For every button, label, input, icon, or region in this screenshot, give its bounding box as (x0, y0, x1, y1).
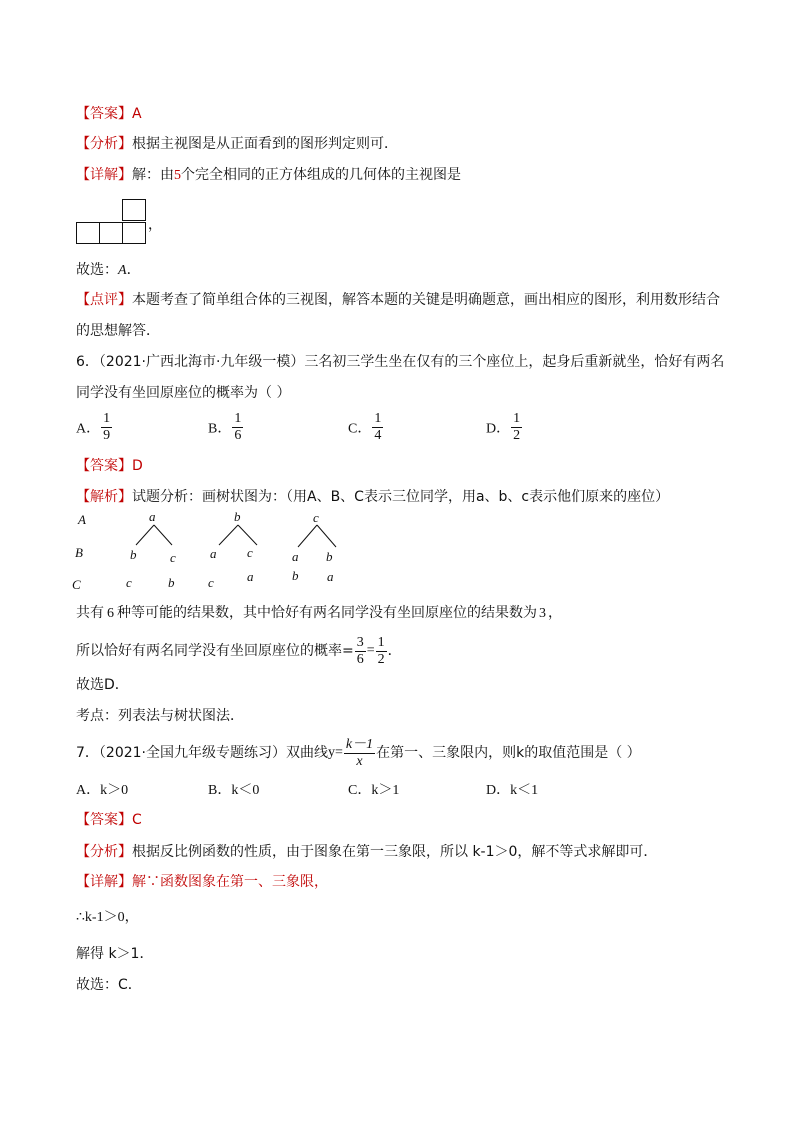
option-text: k＞0 (100, 783, 129, 798)
question-stem: 6．（2021·广西北海市·九年级一模）三名初三学生坐在仅有的三个座位上，起身后重新就坐，恰好有两名 (76, 354, 725, 370)
fraction-denominator: 6 (356, 651, 364, 667)
figure-comma: ， (148, 217, 162, 233)
fraction-denominator: 2 (513, 428, 521, 443)
tree-node: a (292, 549, 299, 564)
choice-letter: A (118, 263, 127, 278)
answer-value: C (132, 812, 142, 828)
tree-node: b (130, 547, 137, 562)
solution-tag: 【解析】 (76, 489, 132, 505)
tree-node: c (247, 545, 253, 560)
function-fraction (344, 737, 375, 770)
probability-fraction-simplified (376, 635, 387, 668)
fraction-numerator: 1 (234, 411, 242, 426)
function-y: y= (328, 745, 343, 760)
q7-answer-line (76, 810, 142, 830)
result-end: ， (548, 605, 562, 621)
fraction-denominator: 2 (377, 651, 385, 667)
result-mid: 种等可能的结果数，其中恰好有两名同学没有坐回原座位的结果数为 (117, 605, 537, 621)
result-count: 3 (539, 606, 546, 621)
fraction-denominator: 6 (234, 428, 242, 443)
fraction-denominator: x (356, 753, 363, 769)
probability-fraction (355, 635, 366, 668)
equals-sign: = (366, 643, 375, 658)
q7-step1-line (76, 908, 139, 928)
analysis-text: 根据反比例函数的性质，由于图象在第一三象限，所以 k-1＞0，解不等式求解即可． (132, 844, 658, 860)
choice-text: 故选D． (76, 677, 129, 693)
comment-tag: 【点评】 (76, 292, 132, 308)
q7-analysis-line (76, 842, 657, 862)
analysis-tag: 【分析】 (76, 136, 132, 152)
branch-line (317, 525, 336, 547)
option-letter: B． (208, 783, 232, 798)
tree-root: b (234, 509, 241, 524)
q6-probability-line (76, 631, 402, 671)
choice-end: ． (126, 262, 141, 278)
option-letter: C． (348, 783, 372, 798)
tree-root: c (313, 510, 319, 525)
knowledge-point: 考点：列表法与树状图法． (76, 708, 244, 724)
option-c (348, 779, 399, 799)
tree-leaf: b (168, 575, 175, 590)
fraction-numerator: 3 (356, 634, 364, 650)
detail-tag: 【详解】 (76, 874, 132, 890)
answer-tag: 【答案】 (76, 106, 132, 122)
tree-leaf: a (327, 569, 334, 584)
fraction-numerator: 1 (103, 411, 111, 426)
option-b (208, 779, 259, 799)
tree-node: a (210, 546, 217, 561)
detail-suffix: 个完全相同的正方体组成的几何体的主视图是 (181, 167, 461, 183)
detail-number: 5 (174, 168, 181, 183)
probability-prefix: 所以恰好有两名同学没有坐回原座位的概率= (76, 643, 354, 659)
detail-tag: 【详解】 (76, 167, 132, 183)
fraction-denominator: 9 (103, 428, 111, 443)
option-letter: B． (208, 421, 232, 437)
question-stem-suffix: 在第一、三象限内，则k的取值范围是（ ） (376, 745, 641, 761)
fraction-numerator: 1 (377, 634, 385, 650)
branch-line (154, 525, 172, 545)
result-total: 6 (107, 606, 114, 621)
option-letter: A． (76, 783, 101, 798)
choice-text: 故选：C． (76, 977, 142, 993)
fraction-numerator: k－1 (345, 736, 374, 752)
q6-point-line (76, 706, 244, 726)
tree-root: a (149, 509, 156, 524)
answer-tag: 【答案】 (76, 812, 132, 828)
option-letter: D． (486, 421, 511, 437)
option-letter: A． (76, 421, 101, 437)
answer-value: A (132, 106, 142, 122)
row-label: C (72, 577, 81, 592)
option-text: k＜0 (231, 783, 260, 798)
q6-choice-line (76, 675, 129, 695)
option-text: k＜1 (510, 783, 539, 798)
option-d (486, 779, 538, 799)
option-letter: D． (486, 783, 511, 798)
comment-text: 本题考查了简单组合体的三视图，解答本题的关键是明确题意，画出相应的图形，利用数形结合 (132, 292, 720, 308)
detail-prefix: 解：由 (132, 167, 174, 183)
q6-result-line (76, 603, 562, 624)
tree-node: c (170, 550, 176, 565)
solution-step: ∴k-1＞0， (76, 910, 139, 925)
fraction-numerator: 1 (374, 411, 382, 426)
branch-line (219, 525, 238, 545)
q7-detail-line (76, 872, 328, 893)
probability-end: ． (387, 643, 402, 659)
q7-step2-line (76, 944, 153, 964)
tree-leaf: c (126, 575, 132, 590)
result-prefix: 共有 (76, 605, 104, 621)
option-a (76, 779, 128, 799)
tree-leaf: c (208, 575, 214, 590)
q7-choice-line (76, 975, 142, 995)
branch-line (238, 525, 257, 545)
row-label: A (78, 512, 86, 527)
tree-leaf: a (247, 569, 254, 584)
choice-text: 故选： (76, 262, 118, 278)
analysis-text: 根据主视图是从正面看到的图形判定则可． (132, 136, 398, 152)
row-label: B (75, 545, 83, 560)
question-stem-cont: 同学没有坐回原座位的概率为（ ） (76, 385, 291, 401)
tree-node: b (326, 549, 333, 564)
answer-value: D (132, 458, 143, 474)
option-letter: C． (348, 421, 372, 437)
branch-line (298, 525, 317, 547)
question-stem: 7．（2021·全国九年级专题练习）双曲线 (76, 745, 328, 761)
answer-tag: 【答案】 (76, 458, 132, 474)
q7-stem-line (76, 733, 641, 773)
tree-leaf: b (292, 568, 299, 583)
branch-line (136, 525, 154, 545)
comment-text-cont: 的思想解答． (76, 323, 160, 339)
fraction-denominator: 4 (374, 428, 382, 443)
fraction-numerator: 1 (513, 411, 521, 426)
analysis-tag: 【分析】 (76, 844, 132, 860)
option-text: k＞1 (371, 783, 400, 798)
detail-text: 解∵函数图象在第一、三象限， (132, 875, 328, 890)
solution-text: 试题分析：画树状图为：（用A、B、C表示三位同学，用a、b、c表示他们原来的座位） (132, 489, 670, 505)
solution-step: 解得 k＞1． (76, 946, 154, 962)
